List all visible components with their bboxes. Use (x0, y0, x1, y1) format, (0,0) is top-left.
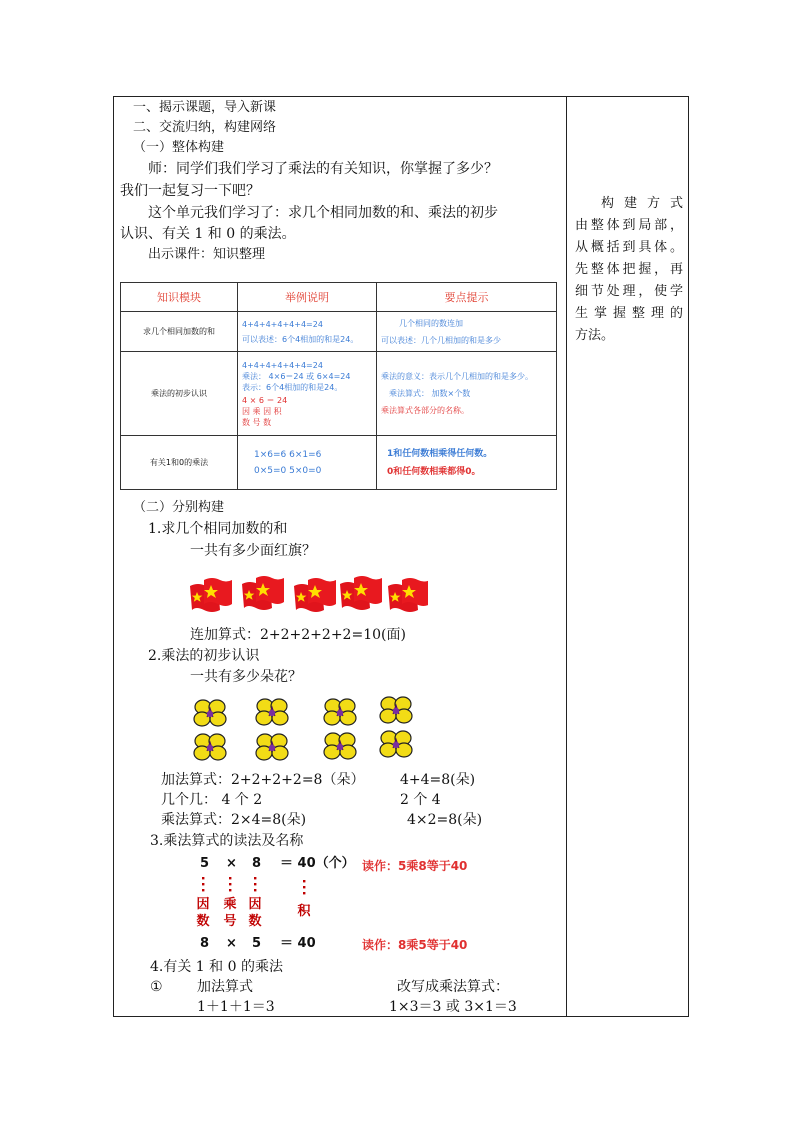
mult-right: 4×2=8(朵) (407, 812, 483, 828)
flag-icon (388, 578, 428, 612)
mult-left: 乘法算式：2×4=8(朵) (161, 812, 307, 828)
example-line: 4 × 6 ＝ 24 (242, 395, 288, 405)
name-factor-b: 因 数 (248, 897, 262, 929)
eq2-reading: 读作：8乘5等于40 (362, 938, 468, 952)
flower-icon (324, 699, 356, 725)
module-cell: 乘法的初步认识 (121, 352, 238, 436)
eq2-times: × (226, 936, 237, 951)
tip-cell (377, 436, 557, 490)
flower-icon (380, 731, 412, 757)
name-times-sign: 乘 号 (223, 897, 237, 929)
eq2-result: ＝ 40 (280, 936, 316, 951)
side-line: 由整体到局部， (575, 218, 683, 233)
section2-title: （二）分别构建 (133, 500, 225, 515)
groups-right: 2 个 4 (400, 792, 441, 808)
side-line: 从概括到具体。 (575, 240, 683, 255)
flower-icon (194, 700, 226, 726)
side-line: 细节处理，使学 (575, 284, 683, 299)
example-line: 0×5=0 5×0=0 (254, 465, 322, 476)
side-note (575, 193, 683, 347)
side-line: 生 掌 握 整 理 的 (575, 306, 683, 321)
table-row (121, 352, 557, 436)
table-row (121, 436, 557, 490)
flower-add-left: 加法算式：2+2+2+2=8（朵） (161, 772, 365, 788)
example-line: 4+4+4+4+4+4=24 (242, 319, 323, 329)
section2-item2: 2.乘法的初步认识 (148, 648, 260, 664)
section2-item4: 4.有关 1 和 0 的乘法 (150, 959, 283, 975)
flower-add-right: 4+4=8(朵) (400, 772, 476, 788)
line-5: 我们一起复习一下吧？ (120, 183, 260, 199)
groups-left: 几个几： 4 个 2 (161, 792, 263, 808)
eq1-times: × (226, 856, 237, 871)
add-expression-flags: 连加算式：2+2+2+2+2=10(面) (190, 627, 406, 643)
flower-icon (256, 734, 288, 760)
line-3: （一）整体构建 (133, 140, 225, 155)
tip-line: 几个相同的数连加 (399, 318, 463, 328)
example-line: 乘法： 4×6＝24 或 6×4=24 (242, 371, 351, 381)
tip-cell (377, 352, 557, 436)
side-line: 先整体把握，再 (575, 262, 683, 277)
flower-icon (256, 699, 288, 725)
line-2: 二、交流归纳，构建网络 (133, 120, 277, 135)
mult-ones: 1×3＝3 或 3×1＝3 (389, 999, 517, 1015)
tip-cell (377, 312, 557, 352)
example-line: 1×6=6 6×1=6 (254, 449, 322, 460)
eq1-factor-b: 8 (252, 856, 262, 871)
line-4: 师：同学们我们学习了乘法的有关知识，你掌握了多少？ (148, 161, 498, 177)
example-line: 可以表述：6个4相加的和是24。 (242, 334, 359, 344)
side-line: 构 建 方 式 (601, 196, 683, 211)
eq1-reading: 读作：5乘8等于40 (362, 859, 468, 873)
knowledge-table (120, 282, 557, 490)
eq2-factor-a: 8 (200, 936, 210, 951)
section2-item3: 3.乘法算式的读法及名称 (150, 833, 304, 849)
tip-line: 1和任何数相乘得任何数。 (387, 448, 493, 459)
eq2-factor-b: 5 (252, 936, 262, 951)
example-cell (238, 436, 377, 490)
line-8: 出示课件：知识整理 (148, 247, 266, 262)
tip-line: 乘法的意义：表示几个几相加的和是多少。 (381, 372, 533, 381)
tip-line: 乘法算式各部分的名称。 (381, 406, 469, 415)
flower-icon (380, 697, 412, 723)
flag-icon (340, 576, 382, 610)
eq1-result: ＝ 40（个） (280, 856, 355, 871)
table-row (121, 312, 557, 352)
header-tip: 要点提示 (377, 283, 557, 312)
flag-icon (190, 578, 232, 612)
example-line: 表示：6个4相加的和是24。 (242, 382, 343, 392)
module-cell: 有关1和0的乘法 (121, 436, 238, 490)
tip-line: 乘法算式： 加数×个数 (389, 389, 471, 398)
header-example: 举例说明 (238, 283, 377, 312)
connector-dots (196, 875, 316, 897)
section2-item1: 1.求几个相同加数的和 (148, 521, 288, 537)
question-flowers: 一共有多少朵花？ (190, 669, 302, 685)
question-flags: 一共有多少面红旗？ (190, 543, 316, 559)
line-7: 认识、有关 1 和 0 的乘法。 (120, 226, 296, 242)
label-addition: 加法算式 (197, 979, 253, 995)
example-cell (238, 312, 377, 352)
circle-one: ① (150, 979, 163, 995)
flag-icon (294, 578, 336, 612)
side-line: 方法。 (575, 328, 615, 343)
header-module: 知识模块 (121, 283, 238, 312)
example-line: 因 乘 因 积 (242, 406, 282, 416)
example-line: 数 号 数 (242, 417, 272, 427)
tip-line: 可以表述：几个几相加的和是多少 (381, 335, 501, 345)
example-cell (238, 352, 377, 436)
name-product: 积 (297, 904, 311, 919)
example-line: 4+4+4+4+4+4=24 (242, 360, 323, 370)
label-rewrite: 改写成乘法算式： (397, 979, 509, 995)
addition-ones: 1＋1＋1＝3 (197, 999, 275, 1015)
tip-line: 0和任何数相乘都得0。 (387, 466, 481, 477)
flag-icon (242, 576, 284, 610)
flowers-illustration (188, 696, 418, 768)
module-cell: 求几个相同加数的和 (121, 312, 238, 352)
flower-icon (194, 734, 226, 760)
flags-illustration (188, 574, 428, 614)
line-1: 一、揭示课题，导入新课 (133, 100, 277, 115)
eq1-factor-a: 5 (200, 856, 210, 871)
flower-icon (324, 733, 356, 759)
name-factor-a: 因 数 (196, 897, 210, 929)
line-6: 这个单元我们学习了：求几个相同加数的和、乘法的初步 (148, 205, 498, 221)
column-divider (566, 96, 567, 1017)
